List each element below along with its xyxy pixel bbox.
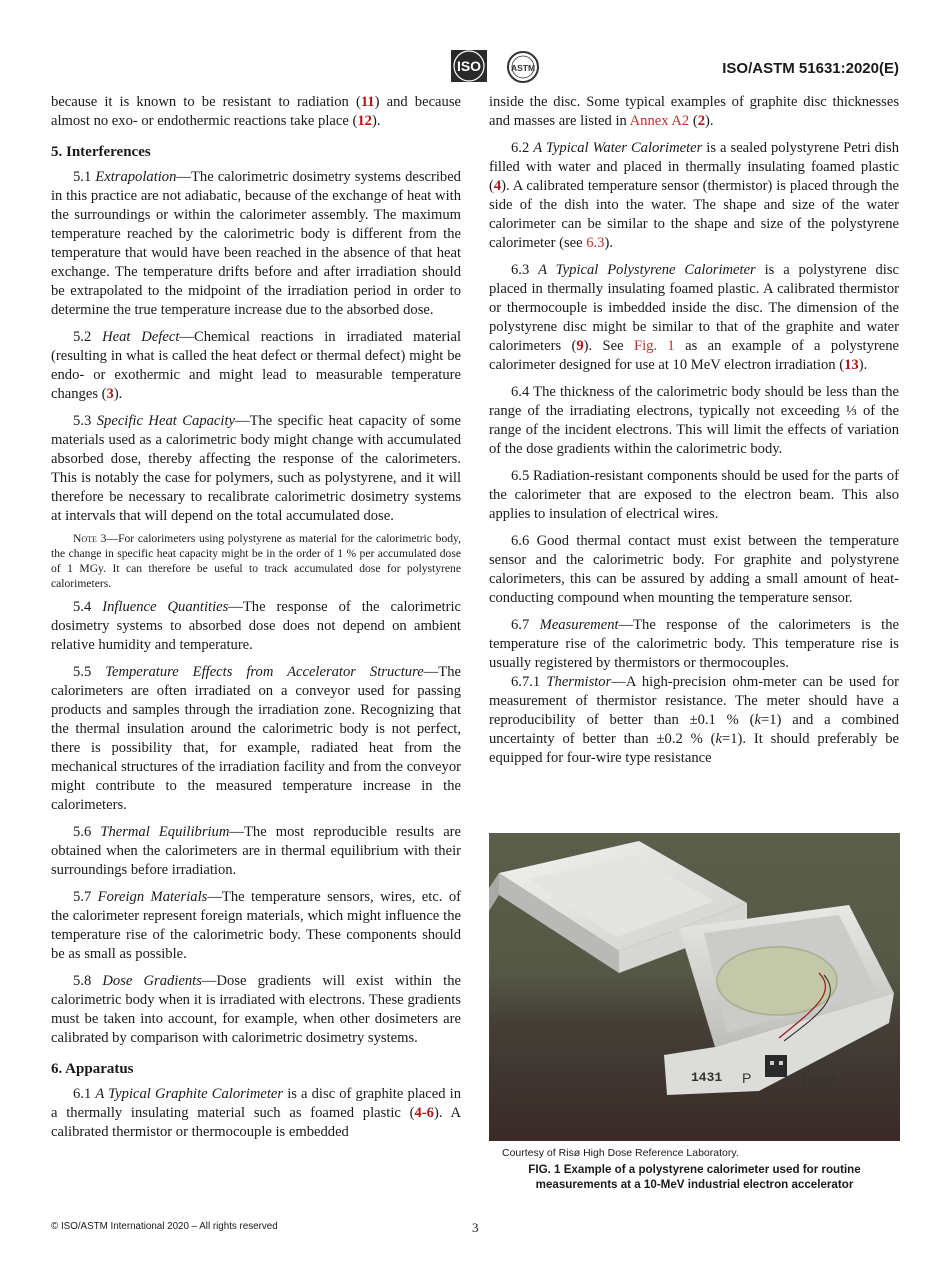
paragraph-6-7-1: 6.7.1 Thermistor—A high-precision ohm-meter can be used for measurement of thermistor resistance. The meter should have a reproducibility of better than ±0.1 % (k=1) and a combined uncertainty of better than ±0.2 % (k=1). It should preferably be equipped for four-wire type resistance — [489, 674, 899, 766]
page-number: 3 — [472, 1220, 479, 1235]
paragraph-6-7: 6.7 Measurement—The response of the calorimeters is the temperature rise of the calorimetric body. This temperature rise is usually registered by thermistors or thermocouples. — [489, 617, 899, 671]
footer-copyright: © ISO/ASTM International 2020 – All rights reserved — [51, 1221, 278, 1232]
note-3: Note 3—For calorimeters using polystyrene as material for the calorimetric body, the change in specific heat capacity might be in the order of 1 % per accumulated dose of 1 MGy. It can therefore be useful to track accumulated dose for polystyrene calorimeters. — [51, 532, 462, 590]
paragraph-5-1: 5.1 Extrapolation—The calorimetric dosimetry systems described in this practice are not adiabatic, because of the exchange of heat with the surroundings or within the calorimeter assembly. The maximum temperature reached by the calorimetric body is different from the temperature that would have been reached in the absence of that heat exchange. The temperature drifts before and after irradiation should be extrapolated to the midpoint of the irradiation period in order to determine the true temperature increase due to the absorbed dose. — [51, 169, 461, 318]
box-label-riso: RISØ — [802, 1072, 837, 1088]
section-heading-apparatus: 6. Apparatus — [51, 1061, 134, 1077]
box-label-p: P — [742, 1070, 752, 1086]
paragraph-5-5: 5.5 Temperature Effects from Accelerator Structure—The calorimeters are often irradiated on a conveyor used for passing products and samples through the irradiation zone. Recognizing that the thermal insulation around the calorimetric body is not perfect, there is possibility that, for example, radiated heat from the mechanical structures of the irradiation facility and from the conveyor might contribute to the measured temperature increase in the calorimeters. — [51, 664, 461, 813]
right-column — [489, 93, 899, 776]
reference-link[interactable]: 13 — [844, 357, 859, 373]
figure-link[interactable]: Fig. 1 — [633, 338, 675, 354]
reference-link[interactable]: 11 — [360, 94, 375, 110]
reference-link[interactable]: 3 — [106, 386, 114, 402]
section-link[interactable]: 6.3 — [586, 235, 605, 251]
astm-logo-text: ASTM — [510, 63, 536, 73]
reference-link[interactable]: 12 — [357, 113, 372, 129]
document-id: ISO/ASTM 51631:2020(E) — [722, 60, 899, 77]
paragraph-continued: because it is known to be resistant to radiation (11) and because almost no exo- or endothermic reactions take place (12). — [51, 94, 461, 129]
paragraph-6-2: 6.2 A Typical Water Calorimeter is a sealed polystyrene Petri dish filled with water and placed in thermally insulating foamed plastic (4). A calibrated temperature sensor (thermistor) is placed through the side of the dish into the water. The shape and size of the water calorimeter can be similar to the shape and size of the polystyrene calorimeter (see 6.3). — [489, 140, 899, 251]
paragraph-6-1: 6.1 A Typical Graphite Calorimeter is a disc of graphite placed in a thermally insulating material such as foamed plastic (4-6). A calibrated thermistor or thermocouple is embedded — [51, 1086, 461, 1140]
left-column — [51, 93, 461, 1150]
iso-logo-text: ISO — [456, 58, 482, 74]
astm-logo — [503, 48, 553, 86]
paragraph-6-3: 6.3 A Typical Polystyrene Calorimeter is a polystyrene disc placed in thermally insulating foamed plastic. A calibrated thermistor or thermocouple is imbedded inside the disc. The dimension of the polystyrene disc might be similar to that of the graphite and water calorimeters (9). See Fig. 1 as an example of a polystyrene calorimeter designed for use at 10 MeV electron irradiation (13). — [489, 262, 900, 373]
box-label-number: 1431 — [691, 1070, 723, 1085]
paragraph-5-3: 5.3 Specific Heat Capacity—The specific heat capacity of some materials used as a calorimetric body might change with accumulated absorbed dose, thereby affecting the response of the calorimeters. This is notably the case for polymers, such as polystyrene, and it will therefore be necessary to recalibrate calorimetric dosimetry systems at intervals that will depend on the total accumulated dose. — [51, 413, 461, 524]
reference-link[interactable]: 9 — [576, 338, 584, 354]
figure-caption: FIG. 1 Example of a polystyrene calorimeter used for routine measurements at a 10-MeV industrial electron accelerator — [528, 1163, 861, 1191]
paragraph-5-7: 5.7 Foreign Materials—The temperature sensors, wires, etc. of the calorimeter represent foreign materials, which might influence the temperature rise of the calorimetric body. These components should be as small as possible. — [51, 889, 462, 962]
calorimeter-illustration — [489, 833, 900, 1141]
paragraph-6-4: 6.4 The thickness of the calorimetric body should be less than the range of the irradiating electrons, typically not exceeding ⅓ of the range of the incident electrons. This will limit the effects of variation of the dose gradients within the calorimetric body. — [489, 384, 899, 457]
reference-link[interactable]: 4 — [493, 178, 502, 194]
paragraph-continued: inside the disc. Some typical examples of graphite disc thicknesses and masses are listed in Annex A2 (2). — [489, 94, 899, 129]
header-logos — [449, 48, 559, 86]
reference-link[interactable]: 4-6 — [414, 1105, 434, 1121]
reference-link[interactable]: 2 — [697, 113, 706, 129]
section-heading-interferences: 5. Interferences — [51, 144, 151, 160]
annex-link[interactable]: Annex A2 — [629, 113, 690, 129]
figure-credit: Courtesy of Risø High Dose Reference Laboratory. — [502, 1147, 739, 1159]
figure-1-photo — [489, 833, 900, 1141]
paragraph-5-2: 5.2 Heat Defect—Chemical reactions in irradiated material (resulting in what is called the heat defect or thermal defect) might be endo- or exothermic and might lead to measurable temperature changes (3). — [51, 329, 461, 402]
paragraph-5-6: 5.6 Thermal Equilibrium—The most reproducible results are obtained when the calorimeters are in thermal equilibrium with their surroundings before irradiation. — [51, 824, 462, 878]
paragraph-5-8: 5.8 Dose Gradients—Dose gradients will exist within the calorimetric body when it is irradiated with electrons. These gradients must be taken into account, for example, when other dosimeters are calibrated by comparison with calorimetric dosimetry systems. — [51, 973, 461, 1046]
paragraph-6-5: 6.5 Radiation-resistant components should be used for the parts of the calorimeter that are exposed to the electron beam. This also applies to insulation of electrical wires. — [489, 468, 899, 522]
paragraph-5-4: 5.4 Influence Quantities—The response of the calorimetric dosimetry systems to absorbed dose does not depend on ambient relative humidity and temperature. — [51, 599, 461, 653]
paragraph-6-6: 6.6 Good thermal contact must exist between the temperature sensor and the calorimetric body. For graphite and polystyrene calorimeters, this can be assured by adding a small amount of heat-conducting compound when mounting the temperature sensor. — [489, 533, 899, 606]
